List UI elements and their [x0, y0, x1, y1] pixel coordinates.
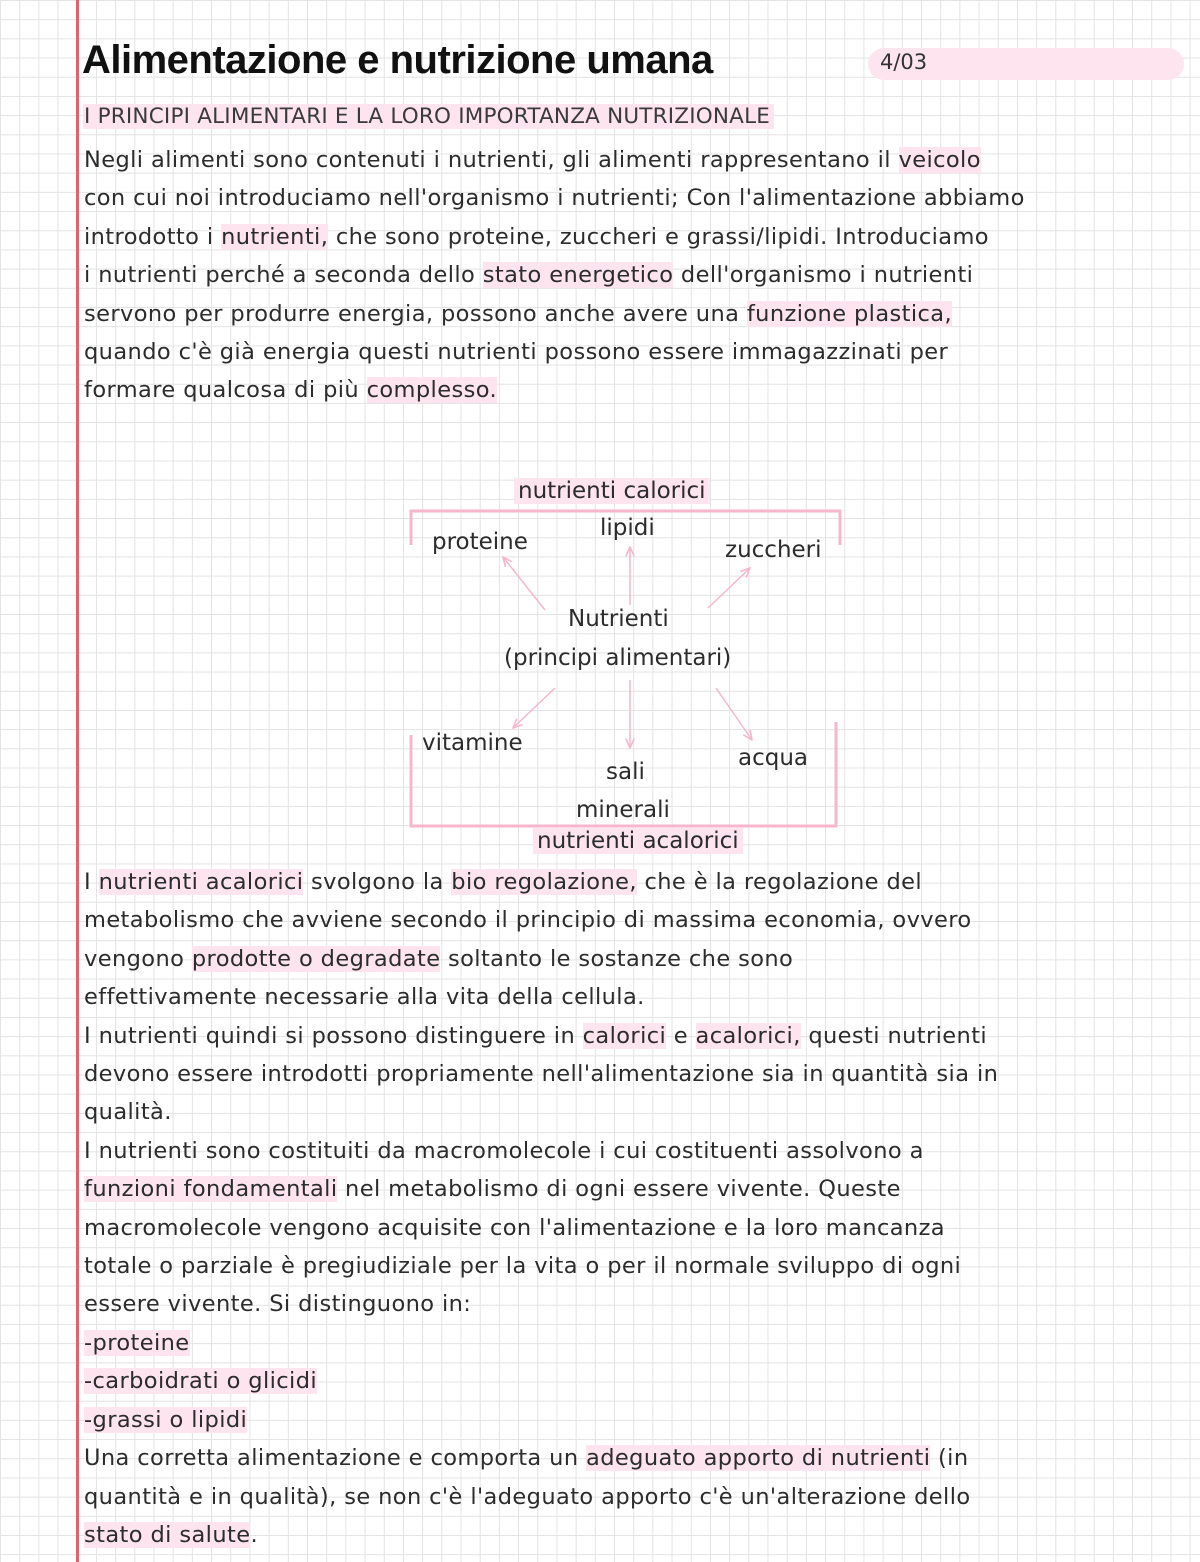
text: . — [250, 1521, 259, 1548]
text-line: quantità e in qualità), se non c'è l'adeguato apporto c'è un'alterazione dello — [84, 1483, 971, 1510]
text-line: qualità. — [84, 1099, 172, 1126]
text: Negli alimenti sono contenuti i nutrienti, gli alimenti rappresentano il — [84, 147, 899, 173]
text-line — [84, 863, 1184, 901]
highlighted-term: stato energetico — [482, 262, 674, 289]
text-line: quando c'è già energia questi nutrienti possono essere immagazzinati per — [84, 339, 949, 366]
list-item-text: -carboidrati o glicidi — [84, 1368, 318, 1395]
label-proteine: proteine — [432, 529, 528, 555]
text: i nutrienti perché a seconda dello — [84, 262, 483, 289]
text: dell'organismo i nutrienti — [673, 262, 974, 289]
text: svolgono la — [303, 869, 452, 895]
highlighted-term: funzioni fondamentali — [84, 1176, 338, 1203]
text-line: macromolecole vengono acquisite con l'alimentazione e la loro mancanza — [84, 1214, 945, 1241]
text-line: devono essere introdotti propriamente nell'alimentazione sia in quantità sia in — [84, 1061, 999, 1088]
highlighted-term: nutrienti acalorici — [98, 869, 304, 895]
body-text — [84, 863, 1184, 1554]
text: formare qualcosa di più — [84, 377, 367, 404]
text-line: con cui noi introduciamo nell'organismo i nutrienti; Con l'alimentazione abbiamo — [84, 185, 1025, 212]
list-item — [84, 1401, 1184, 1439]
label-acqua: acqua — [738, 745, 809, 771]
label-vitamine: vitamine — [422, 730, 523, 756]
text: servono per produrre energia, possono anche avere una — [84, 300, 747, 327]
highlighted-term: adeguato apporto di nutrienti — [586, 1445, 931, 1472]
text: I — [84, 869, 99, 895]
highlighted-term: stato di salute — [84, 1521, 251, 1548]
text: (in — [930, 1445, 969, 1472]
list-item — [84, 1362, 1184, 1400]
label-zuccheri: zuccheri — [725, 537, 822, 563]
label-lipidi: lipidi — [600, 515, 655, 541]
label-sali: sali — [606, 759, 645, 785]
text: introdotto i — [84, 223, 222, 250]
text: e — [666, 1022, 696, 1049]
section-heading: I PRINCIPI ALIMENTARI E LA LORO IMPORTANZA NUTRIZIONALE — [83, 104, 774, 129]
highlighted-term: veicolo — [898, 147, 981, 173]
text-line — [84, 1439, 1184, 1477]
arrow-to-proteine — [503, 557, 545, 610]
label-minerali: minerali — [576, 797, 670, 823]
text: questi nutrienti — [800, 1022, 988, 1049]
text-line: metabolismo che avviene secondo il principio di massima economia, ovvero — [84, 907, 972, 934]
highlighted-term: acalorici, — [695, 1022, 801, 1049]
center-sublabel: (principi alimentari) — [504, 645, 732, 671]
text-line: effettivamente necessarie alla vita della cellula. — [84, 984, 645, 1011]
text-line — [84, 1516, 1184, 1554]
center-label: Nutrienti — [568, 606, 669, 632]
highlighted-term: bio regolazione, — [451, 869, 637, 895]
highlighted-term: complesso. — [366, 377, 498, 404]
arrow-to-zuccheri — [708, 568, 750, 608]
date-label: 4/03 — [880, 50, 928, 74]
bottom-caption: nutrienti acalorici — [533, 828, 743, 854]
highlighted-term: nutrienti, — [221, 223, 329, 250]
highlighted-term: funzione plastica, — [746, 300, 953, 327]
list-item — [84, 1324, 1184, 1362]
text-line: I nutrienti sono costituiti da macromolecole i cui costituenti assolvono a — [84, 1137, 924, 1164]
text: I nutrienti quindi si possono distinguere in — [84, 1022, 583, 1049]
text-line: essere vivente. Si distinguono in: — [84, 1291, 472, 1318]
arrow-to-acqua — [716, 688, 752, 740]
text-line: totale o parziale è pregiudiziale per la vita o per il normale sviluppo di ogni — [84, 1253, 962, 1280]
text: che è la regolazione del — [636, 869, 923, 895]
page-title: Alimentazione e nutrizione umana — [82, 38, 713, 82]
highlighted-term: prodotte o degradate — [191, 945, 441, 972]
text: Una corretta alimentazione e comporta un — [84, 1445, 587, 1472]
text: vengono — [84, 945, 192, 972]
top-caption: nutrienti calorici — [514, 478, 710, 504]
highlighted-term: calorici — [582, 1022, 667, 1049]
text: soltanto le sostanze che sono — [440, 945, 794, 972]
text-line — [84, 1170, 1184, 1208]
text-line — [84, 1017, 1184, 1055]
text: che sono proteine, zuccheri e grassi/lipidi. Introduciamo — [328, 223, 989, 250]
text-line — [84, 940, 1184, 978]
list-item-text: -proteine — [84, 1329, 190, 1356]
text: nel metabolismo di ogni essere vivente. Queste — [337, 1176, 901, 1203]
list-item-text: -grassi o lipidi — [84, 1406, 248, 1433]
arrow-to-vitamine — [513, 688, 555, 728]
